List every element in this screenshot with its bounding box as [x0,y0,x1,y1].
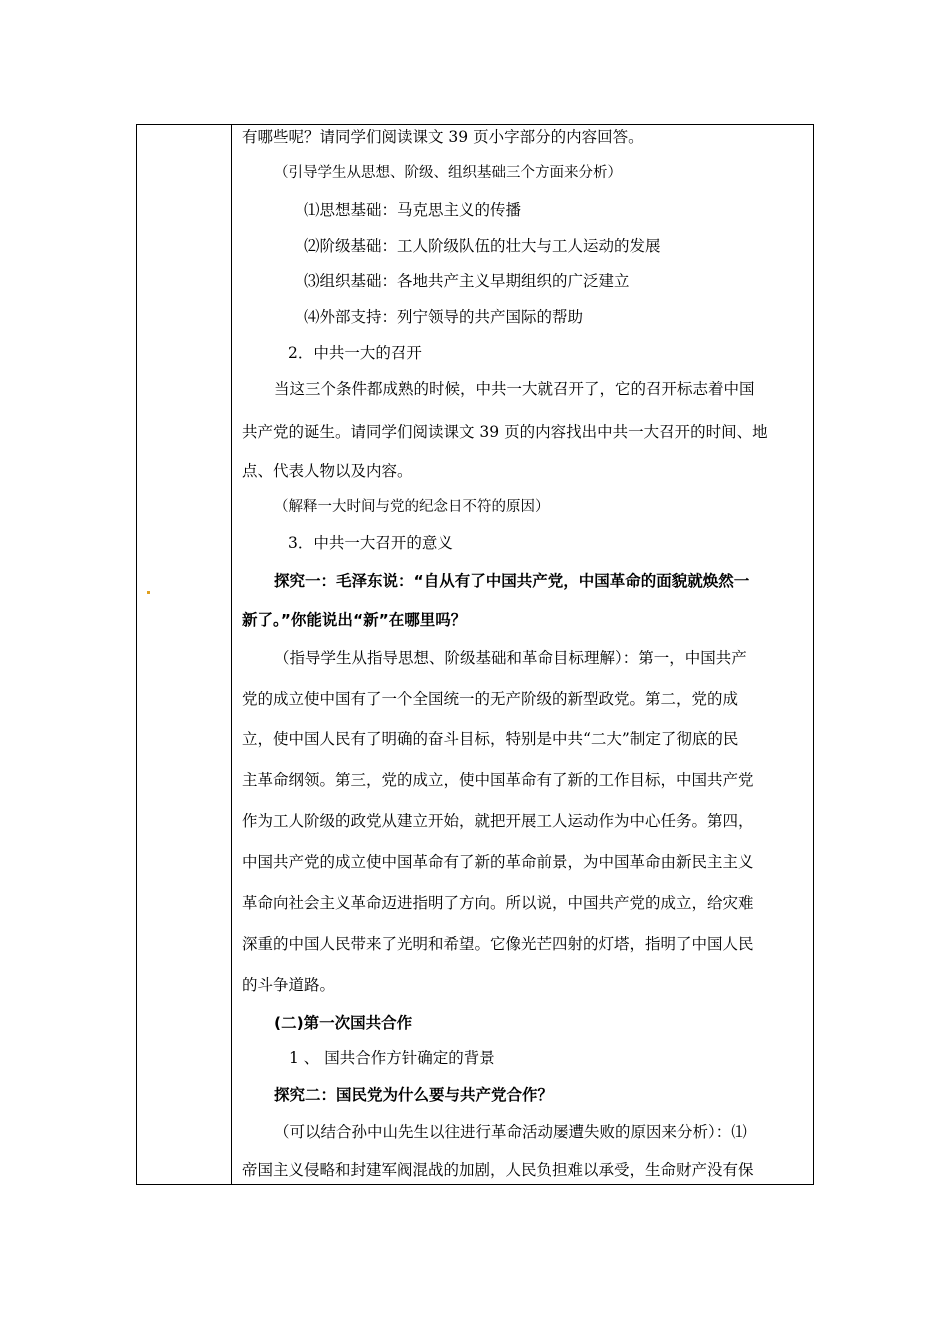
text-line: 有哪些呢？请同学们阅读课文 39 页小字部分的内容回答。 [242,128,644,146]
text-line: 立，使中国人民有了明确的奋斗目标，特别是中共“二大”制定了彻底的民 [242,730,739,748]
text-line: 深重的中国人民带来了光明和希望。它像光芒四射的灯塔，指明了中国人民 [242,935,754,953]
text-line: （可以结合孙中山先生以往进行革命活动屡遭失败的原因来分析）：⑴ [274,1123,747,1141]
text-line: 2．中共一大的召开 [288,344,422,362]
text-line: 中国共产党的成立使中国革命有了新的革命前景，为中国革命由新民主主义 [242,853,754,871]
text-line: 革命向社会主义革命迈进指明了方向。所以说，中国共产党的成立，给灾难 [242,894,754,912]
text-line: 帝国主义侵略和封建军阀混战的加剧，人民负担难以承受，生命财产没有保 [242,1161,754,1179]
text-line: ⑴思想基础：马克思主义的传播 [304,201,522,219]
text-line: ⑷外部支持：列宁领导的共产国际的帮助 [304,308,584,326]
text-line: 当这三个条件都成熟的时候，中共一大就召开了，它的召开标志着中国 [274,380,755,398]
text-line: （指导学生从指导思想、阶级基础和革命目标理解）：第一，中国共产 [274,649,747,667]
text-line: （引导学生从思想、阶级、组织基础三个方面来分析） [274,165,622,181]
column-divider [231,125,232,1184]
section-heading: (二)第一次国共合作 [274,1014,413,1032]
inquiry-heading: 新了。”你能说出“新”在哪里吗？ [242,611,467,629]
text-line: 的斗争道路。 [242,976,336,994]
text-line: 点、代表人物以及内容。 [242,462,413,480]
text-line: 主革命纲领。第三，党的成立，使中国革命有了新的工作目标，中国共产党 [242,771,754,789]
text-line: 1 、 国共合作方针确定的背景 [289,1049,495,1067]
text-line: （解释一大时间与党的纪念日不符的原因） [274,499,550,515]
marker-dot [147,591,150,594]
text-line: 共产党的诞生。请同学们阅读课文 39 页的内容找出中共一大召开的时间、地 [242,423,768,441]
text-line: 作为工人阶级的政党从建立开始，就把开展工人运动作为中心任务。第四， [242,812,754,830]
text-line: 3．中共一大召开的意义 [288,534,453,552]
text-line: 党的成立使中国有了一个全国统一的无产阶级的新型政党。第二，党的成 [242,690,739,708]
inquiry-heading: 探究一：毛泽东说：“自从有了中国共产党，中国革命的面貌就焕然一 [274,572,750,590]
text-line: ⑵阶级基础：工人阶级队伍的壮大与工人运动的发展 [304,237,661,255]
inquiry-heading: 探究二：国民党为什么要与共产党合作？ [274,1086,554,1104]
text-line: ⑶组织基础：各地共产主义早期组织的广泛建立 [304,272,630,290]
